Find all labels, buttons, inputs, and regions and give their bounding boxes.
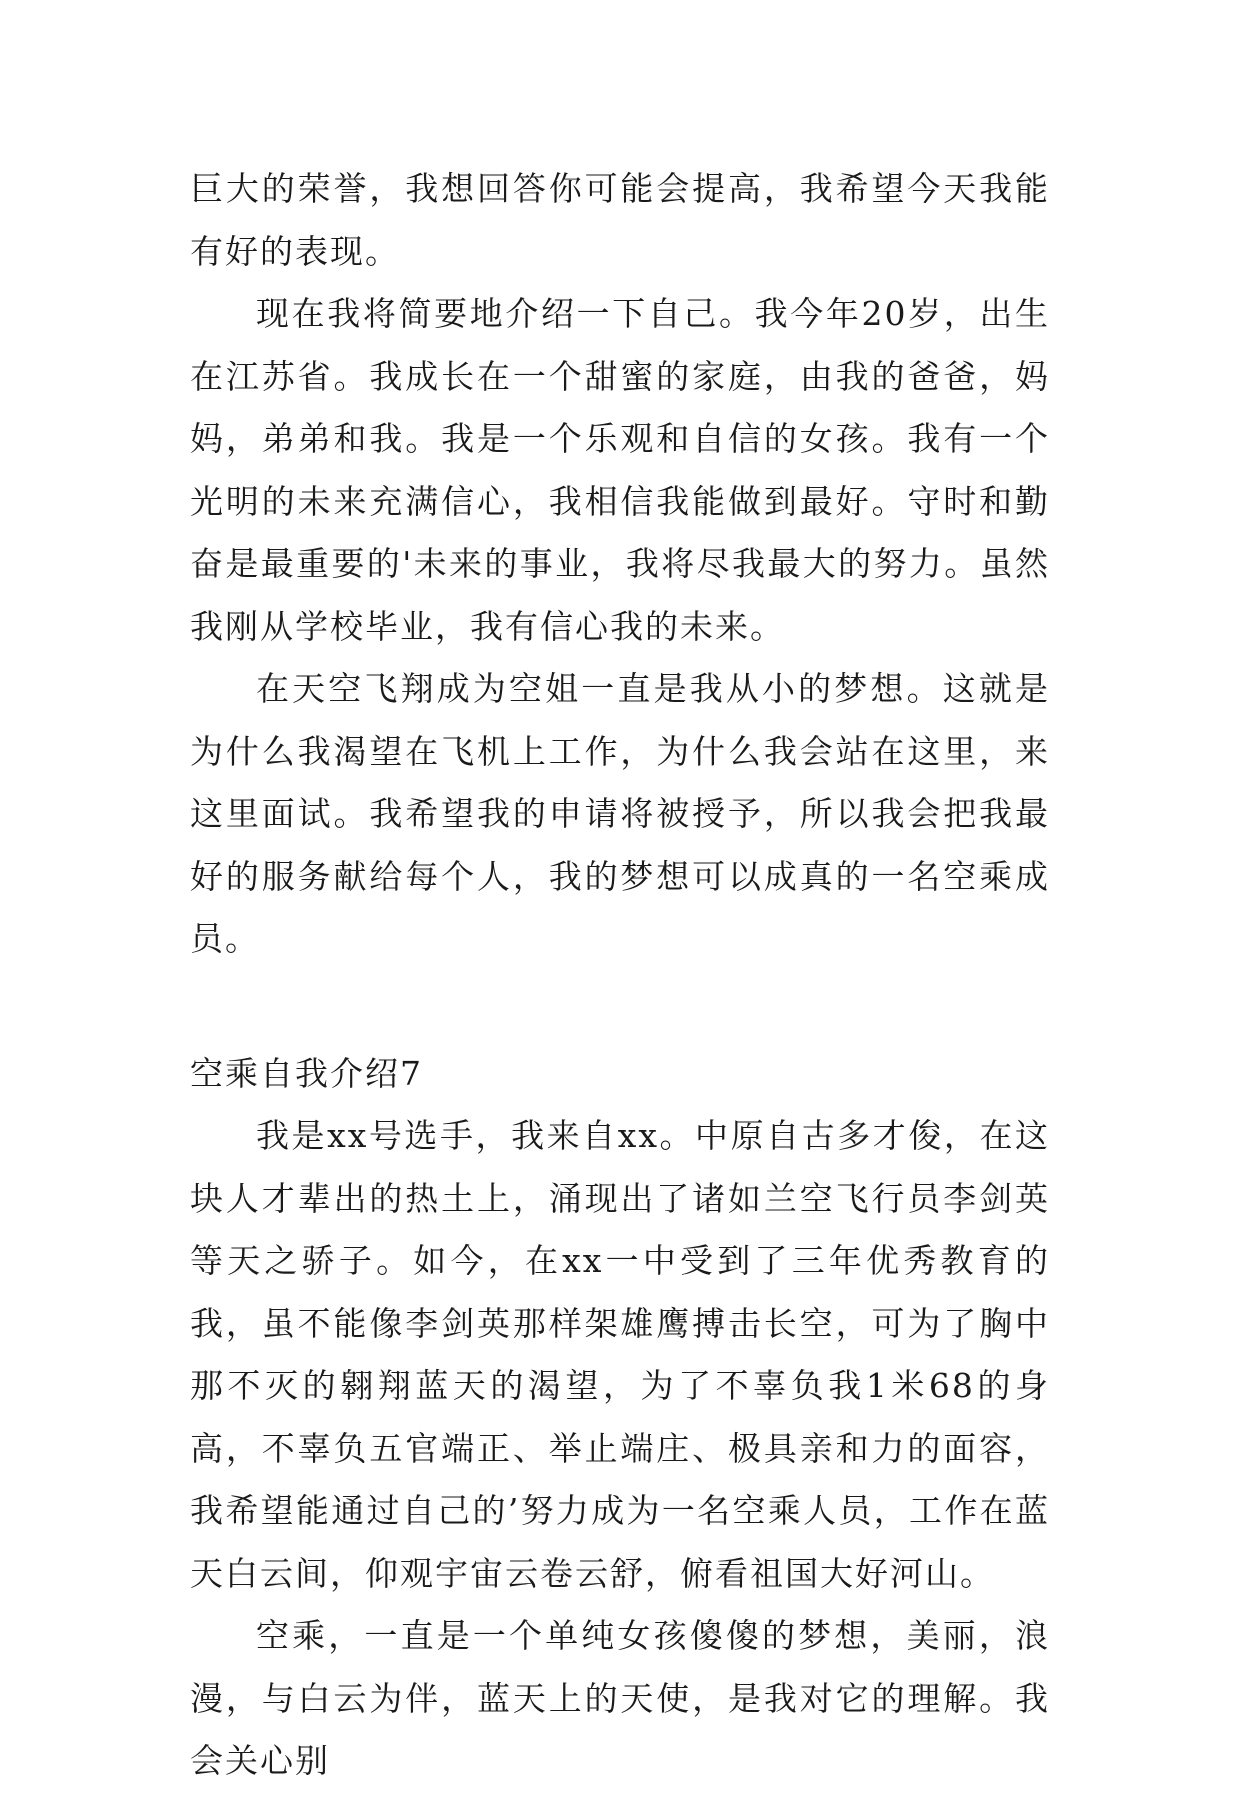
paragraph-flight-attendant: 空乘，一直是一个单纯女孩傻傻的梦想，美丽，浪漫，与白云为伴，蓝天上的天使，是我对它的理解。我会关心别 <box>190 1616 1050 1780</box>
paragraph-continued: 巨大的荣誉，我想回答你可能会提高，我希望今天我能有好的表现。 <box>190 169 1050 271</box>
section-heading: 空乘自我介绍7 <box>190 1053 423 1093</box>
paragraph-dream: 在天空飞翔成为空姐一直是我从小的梦想。这就是为什么我渴望在飞机上工作，为什么我会站在这里，来这里面试。我希望我的申请将被授予，所以我会把我最好的服务献给每个人，我的梦想可以成真的一名空乘成员。 <box>190 669 1050 958</box>
paragraph-self-introduction: 现在我将简要地介绍一下自己。我今年20岁，出生在江苏省。我成长在一个甜蜜的家庭，由我的爸爸，妈妈，弟弟和我。我是一个乐观和自信的女孩。我有一个光明的未来充满信心，我相信我能做到最好。守时和勤奋是最重要的'未来的事业，我将尽我最大的努力。虽然我刚从学校毕业，我有信心我的未来。 <box>190 294 1050 646</box>
document-page <box>190 158 1050 1793</box>
paragraph-contestant: 我是xx号选手，我来自xx。中原自古多才俊，在这块人才辈出的热土上，涌现出了诸如兰空飞行员李剑英等天之骄子。如今，在xx一中受到了三年优秀教育的我，虽不能像李剑英那样架雄鹰搏击长空，可为了胸中那不灭的翱翔蓝天的渴望，为了不辜负我1米68的身高，不辜负五官端正、举止端庄、极具亲和力的面容，我希望能通过自己的’努力成为一名空乘人员，工作在蓝天白云间，仰观宇宙云卷云舒，俯看祖国大好河山。 <box>190 1116 1050 1593</box>
